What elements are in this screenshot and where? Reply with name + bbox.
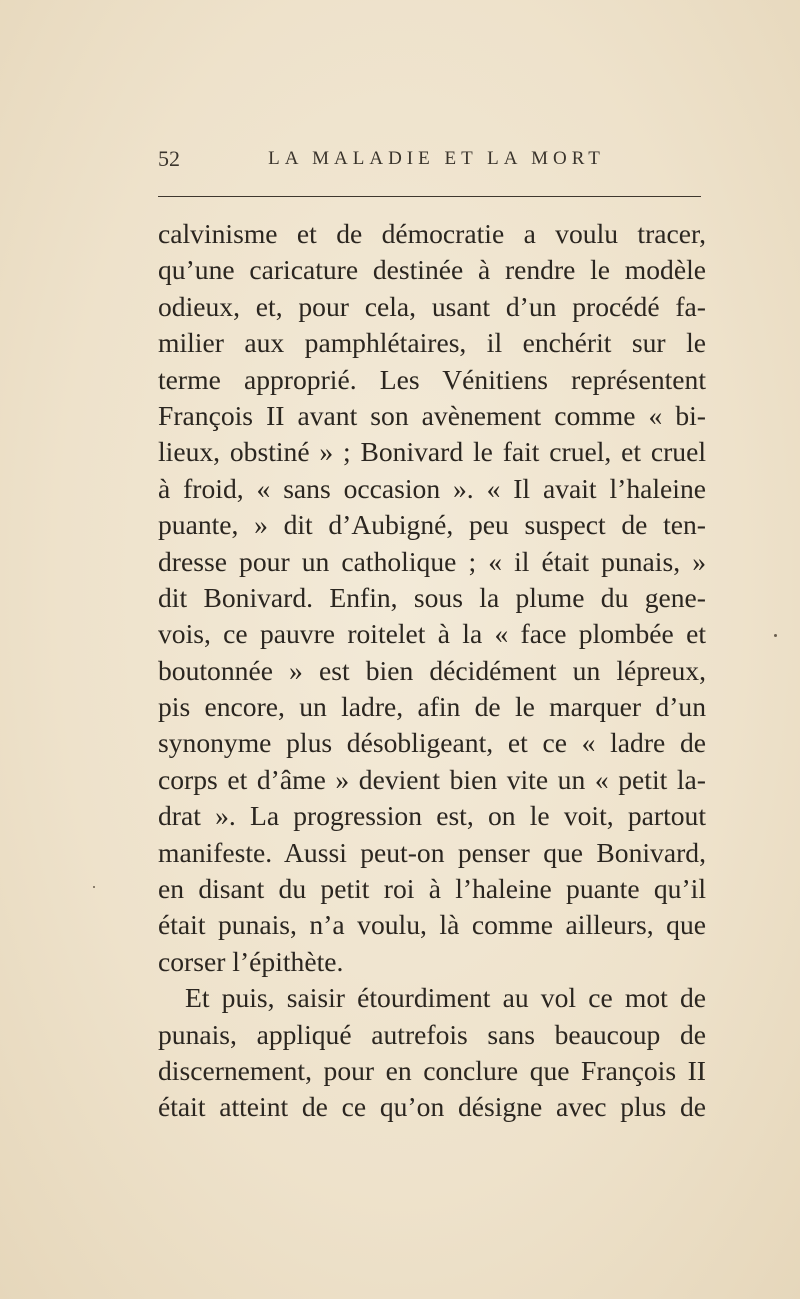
text-line: était atteint de ce qu’on désigne avec plus de xyxy=(158,1091,706,1123)
paper-speck xyxy=(774,634,777,637)
text-line: lieux, obstiné » ; Bonivard le fait cruel, et cruel xyxy=(158,436,706,468)
text-line: Et puis, saisir étourdiment au vol ce mot de xyxy=(185,982,706,1014)
text-line: dit Bonivard. Enfin, sous la plume du gene- xyxy=(158,581,706,613)
text-line: corser l’épithète. xyxy=(158,945,344,977)
text-line: boutonnée » est bien décidément un lépreux, xyxy=(158,654,706,686)
page-number: 52 xyxy=(158,146,180,171)
header-rule xyxy=(158,196,701,197)
text-line: discernement, pour en conclure que François II xyxy=(158,1054,706,1086)
text-line: qu’une caricature destinée à rendre le modèle xyxy=(158,254,706,286)
text-line: était punais, n’a voulu, là comme ailleurs, que xyxy=(158,909,706,941)
text-line: calvinisme et de démocratie a voulu tracer, xyxy=(158,218,706,249)
text-line: terme approprié. Les Vénitiens représentent xyxy=(158,363,706,395)
text-line: milier aux pamphlétaires, il enchérit sur le xyxy=(158,327,706,359)
body-text xyxy=(158,216,706,1126)
paper-speck xyxy=(93,886,95,888)
text-line: corps et d’âme » devient bien vite un « petit la- xyxy=(158,763,706,795)
text-line: pis encore, un ladre, afin de le marquer d’un xyxy=(158,691,706,723)
text-line: en disant du petit roi à l’haleine puante qu’il xyxy=(158,873,706,905)
text-line: puante, » dit d’Aubigné, peu suspect de ten- xyxy=(158,509,706,541)
text-line: drat ». La progression est, on le voit, partout xyxy=(158,800,706,832)
text-line: François II avant son avènement comme « bi- xyxy=(158,399,706,431)
text-line: synonyme plus désobligeant, et ce « ladre de xyxy=(158,727,706,759)
text-line: odieux, et, pour cela, usant d’un procédé fa- xyxy=(158,290,706,322)
text-line: dresse pour un catholique ; « il était punais, » xyxy=(158,545,706,577)
text-line: à froid, « sans occasion ». « Il avait l’haleine xyxy=(158,472,706,504)
text-line: punais, appliqué autrefois sans beaucoup de xyxy=(158,1018,706,1050)
running-title: LA MALADIE ET LA MORT xyxy=(268,148,605,169)
text-line: manifeste. Aussi peut-on penser que Bonivard, xyxy=(158,836,706,868)
text-line: vois, ce pauvre roitelet à la « face plombée et xyxy=(158,618,706,650)
page-header xyxy=(158,146,701,176)
